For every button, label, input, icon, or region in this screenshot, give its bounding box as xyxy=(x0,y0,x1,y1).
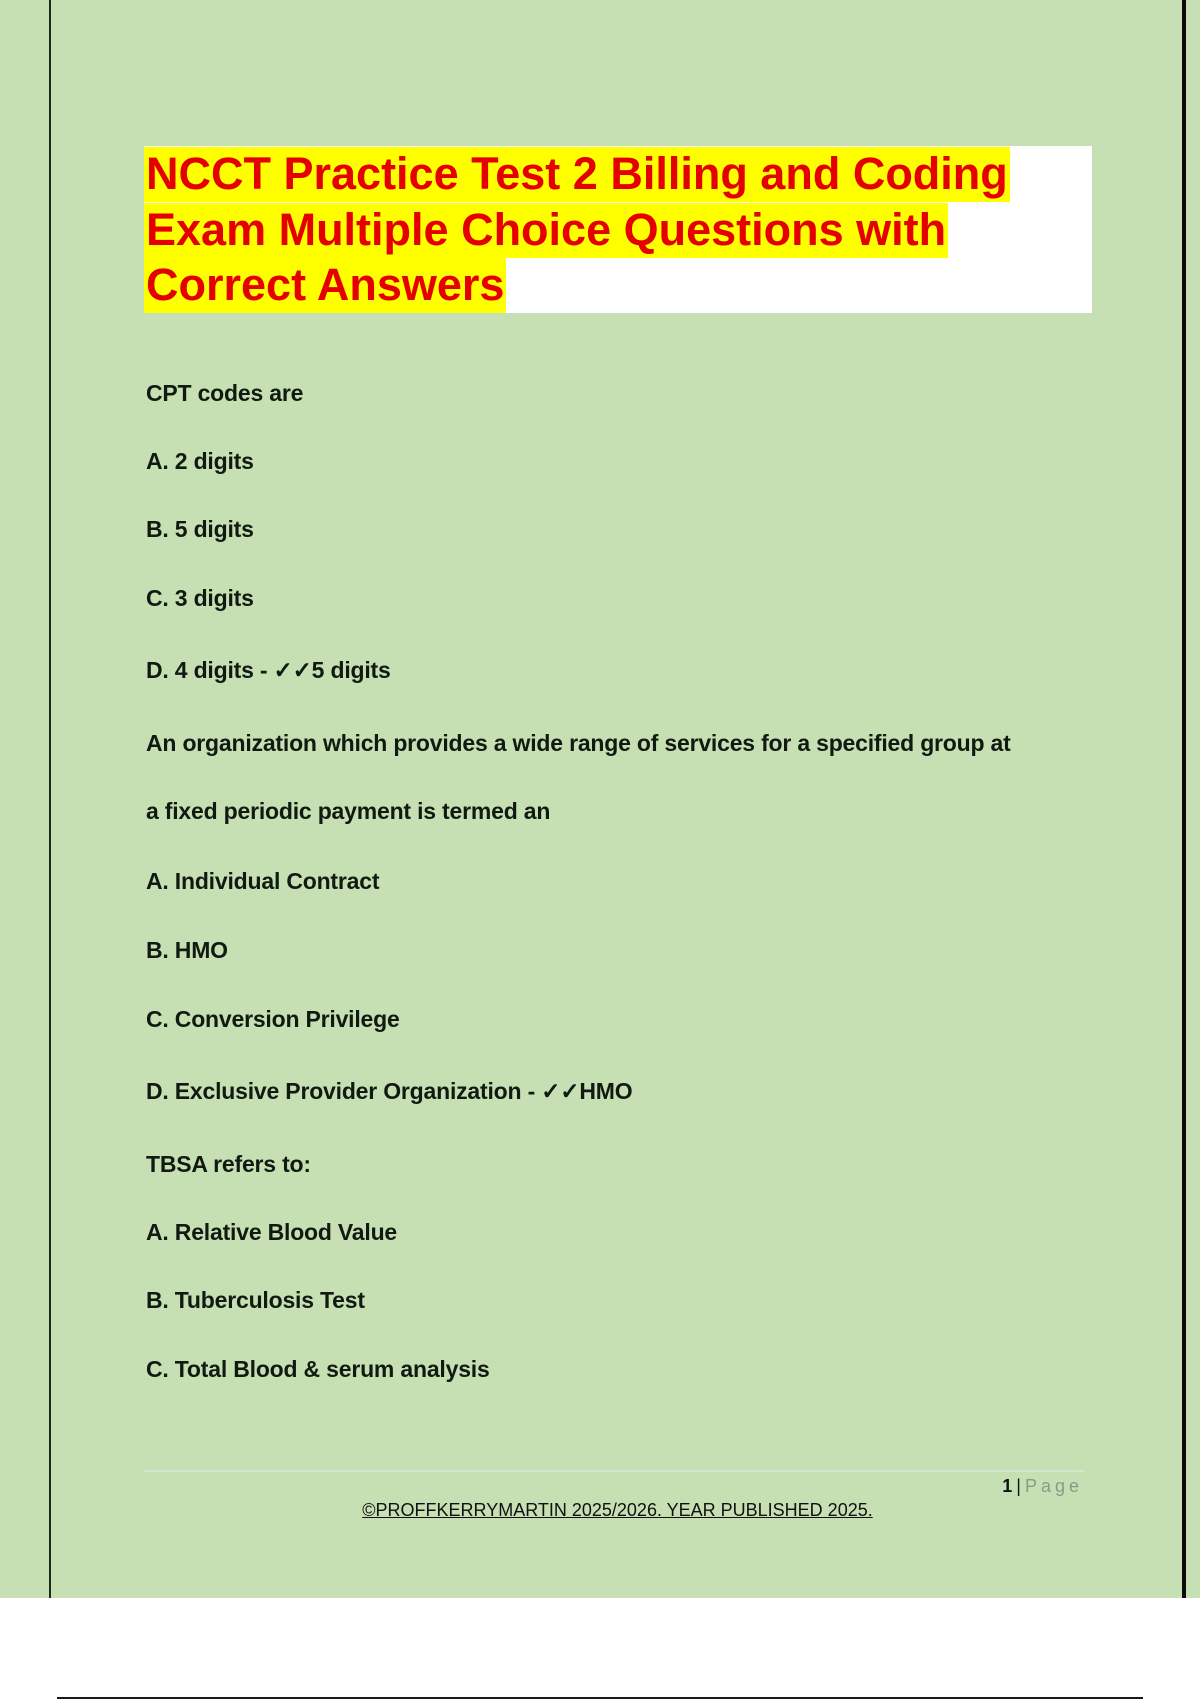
page-number-separator: | xyxy=(1016,1476,1021,1496)
question-3-option-c: C. Total Blood & serum analysis xyxy=(146,1356,490,1382)
question-1-option-c: C. 3 digits xyxy=(146,585,254,611)
next-page-top-border xyxy=(57,1697,1143,1699)
question-2-option-d-answer: D. Exclusive Provider Organization - ✓✓HMO xyxy=(146,1078,633,1104)
question-1-option-d-answer: D. 4 digits - ✓✓5 digits xyxy=(146,657,391,683)
question-2-option-a: A. Individual Contract xyxy=(146,868,380,894)
question-1-option-a: A. 2 digits xyxy=(146,448,254,474)
copyright-notice: ©PROFFKERRYMARTIN 2025/2026. YEAR PUBLISHED 2025. xyxy=(362,1500,873,1520)
title-line-3: Correct Answers xyxy=(144,258,506,313)
question-1-prompt: CPT codes are xyxy=(146,380,304,406)
page-number-value: 1 xyxy=(1002,1476,1013,1496)
page-number xyxy=(1002,1476,1083,1497)
question-2-option-c: C. Conversion Privilege xyxy=(146,1006,400,1032)
question-3-prompt: TBSA refers to: xyxy=(146,1151,311,1177)
document-title xyxy=(144,146,1104,313)
page-number-label: Page xyxy=(1024,1476,1083,1496)
footer-divider xyxy=(144,1470,1084,1472)
question-2-prompt-line-1: An organization which provides a wide range of services for a specified group at xyxy=(146,730,1011,756)
question-3-option-a: A. Relative Blood Value xyxy=(146,1219,398,1245)
title-line-1: NCCT Practice Test 2 Billing and Coding xyxy=(144,147,1010,202)
question-3-option-b: B. Tuberculosis Test xyxy=(146,1287,365,1313)
page-border-right xyxy=(1182,0,1186,1598)
page-border-left xyxy=(49,0,51,1598)
question-1-option-b: B. 5 digits xyxy=(146,516,254,542)
title-line-2: Exam Multiple Choice Questions with xyxy=(144,203,948,258)
question-2-option-b: B. HMO xyxy=(146,937,228,963)
question-2-prompt-line-2: a fixed periodic payment is termed an xyxy=(146,798,551,824)
